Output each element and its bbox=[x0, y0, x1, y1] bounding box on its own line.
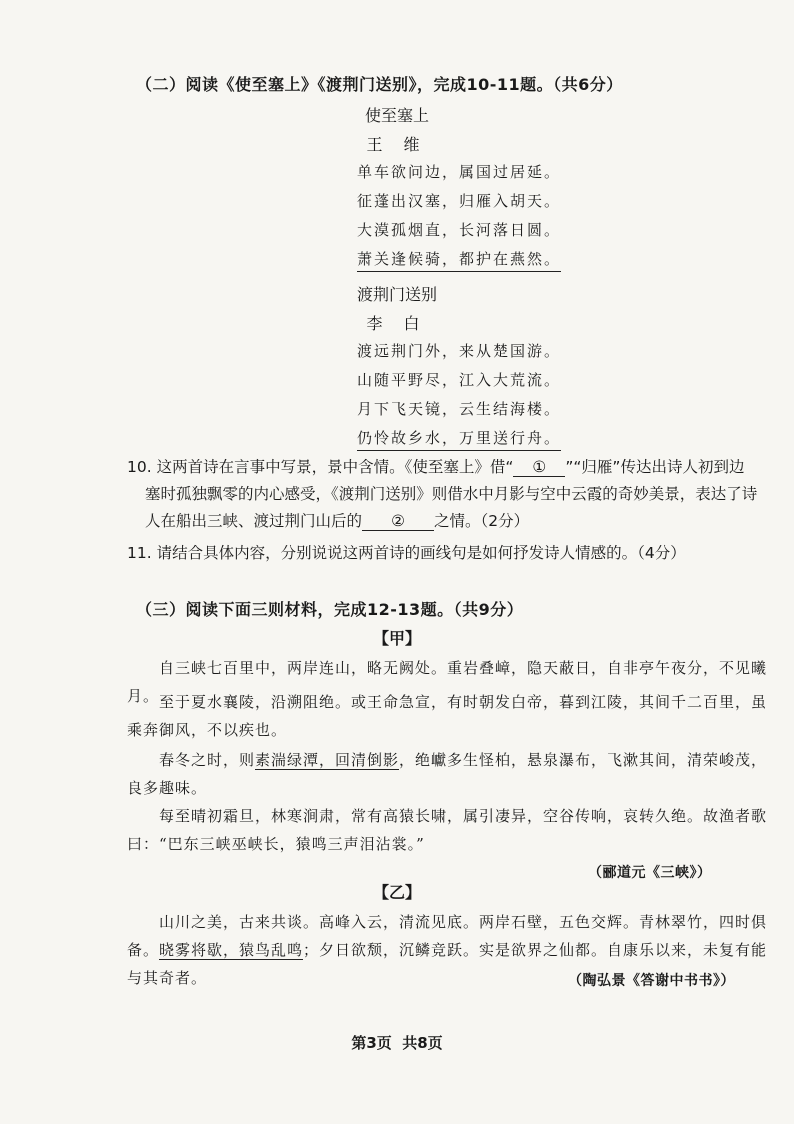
yi-source: （陶弘景《答谢中书书》） bbox=[568, 973, 735, 989]
jia-paragraph-1: 自三峡七百里中，两岸连山，略无阙处。重岩叠嶂，隐天蔽日，自非亭午夜分，不见曦月。 bbox=[127, 659, 768, 705]
poem1-line-4-underlined: 萧关逢候骑，都护在燕然。 bbox=[357, 248, 561, 272]
poem2-line-3: 月下飞天镜，云生结海楼。 bbox=[357, 400, 562, 418]
poem2-line-2: 山随平野尽，江入大荒流。 bbox=[357, 371, 562, 389]
yi-underlined: 晓雾将歇，猿鸟乱鸣 bbox=[159, 941, 304, 959]
yi-text-a: 山川之美，古来共谈。高峰入云，清流见底。两岸石壁，五色交辉。青林翠竹，四时俱备。 bbox=[127, 913, 768, 959]
question-11: 11. 请结合具体内容，分别说说这两首诗的画线句是如何抒发诗人情感的。（4分） bbox=[127, 544, 686, 562]
poem1-line-1: 单车欲问边，属国过居延。 bbox=[357, 163, 562, 181]
question-10 bbox=[127, 454, 787, 535]
q10-text-3: 塞时孤独飘零的内心感受，《渡荆门送别》则借水中月影与空中云霞的奇妙美景，表达了诗 bbox=[145, 485, 758, 503]
jia-paragraph-4: 每至晴初霜旦，林寒涧肃，常有高猿长啸，属引凄异，空谷传响，哀转久绝。故渔者歌曰：“巴东三峡巫峡长，猿鸣三声泪沾裳。” bbox=[127, 807, 768, 853]
poem2-line-1: 渡远荆门外，来从楚国游。 bbox=[357, 342, 562, 360]
poem1-author: 王 维 bbox=[366, 135, 428, 154]
section2-heading: （二）阅读《使至塞上》《渡荆门送别》，完成10-11题。（共6分） bbox=[136, 75, 623, 94]
page-footer: 第3页 共8页 bbox=[351, 1034, 443, 1052]
material-yi-label: 【乙】 bbox=[372, 883, 421, 902]
q10-text-1: 10. 这两首诗在言事中写景，景中含情。《使至塞上》借“ bbox=[127, 458, 514, 476]
q10-text-4: 人在船出三峡、渡过荆门山后的 bbox=[145, 512, 363, 530]
material-jia-label: 【甲】 bbox=[372, 629, 421, 648]
q10-blank-2: ② bbox=[362, 512, 434, 531]
jia-p3-underlined: 素湍绿潭，回清倒影 bbox=[255, 751, 400, 769]
q10-blank-1: ① bbox=[513, 458, 565, 477]
jia-paragraph-3 bbox=[127, 746, 777, 802]
poem2-line-4-underlined: 仍怜故乡水，万里送行舟。 bbox=[357, 427, 561, 451]
jia-source: （郦道元《三峡》） bbox=[588, 865, 712, 881]
jia-p3-text-b: ，绝巘多生怪柏，悬泉瀑布，飞漱其间，清荣峻茂，良多趣味。 bbox=[127, 751, 768, 797]
poem2-title: 渡荆门送别 bbox=[356, 285, 437, 304]
yi-text-b: ；夕日欲颓，沉鳞竞跃。实是欲界之仙都。自康乐以来，未复有能与其奇者。 bbox=[127, 941, 768, 987]
poem1-title: 使至塞上 bbox=[364, 106, 429, 125]
section3-heading: （三）阅读下面三则材料，完成12-13题。（共9分） bbox=[136, 600, 524, 619]
q10-text-5: 之情。（2分） bbox=[434, 512, 530, 530]
q10-text-2: ”“归雁”传达出诗人初到边 bbox=[565, 458, 745, 476]
jia-paragraph-2: 至于夏水襄陵，沿溯阻绝。或王命急宣，有时朝发白帝，暮到江陵，其间千二百里，虽乘奔御风，不以疾也。 bbox=[127, 693, 768, 739]
poem1-line-2: 征蓬出汉塞，归雁入胡天。 bbox=[357, 192, 562, 210]
poem2-author: 李 白 bbox=[366, 314, 428, 333]
jia-p3-text-a: 春冬之时，则 bbox=[159, 751, 256, 769]
poem1-line-3: 大漠孤烟直，长河落日圆。 bbox=[357, 221, 562, 239]
